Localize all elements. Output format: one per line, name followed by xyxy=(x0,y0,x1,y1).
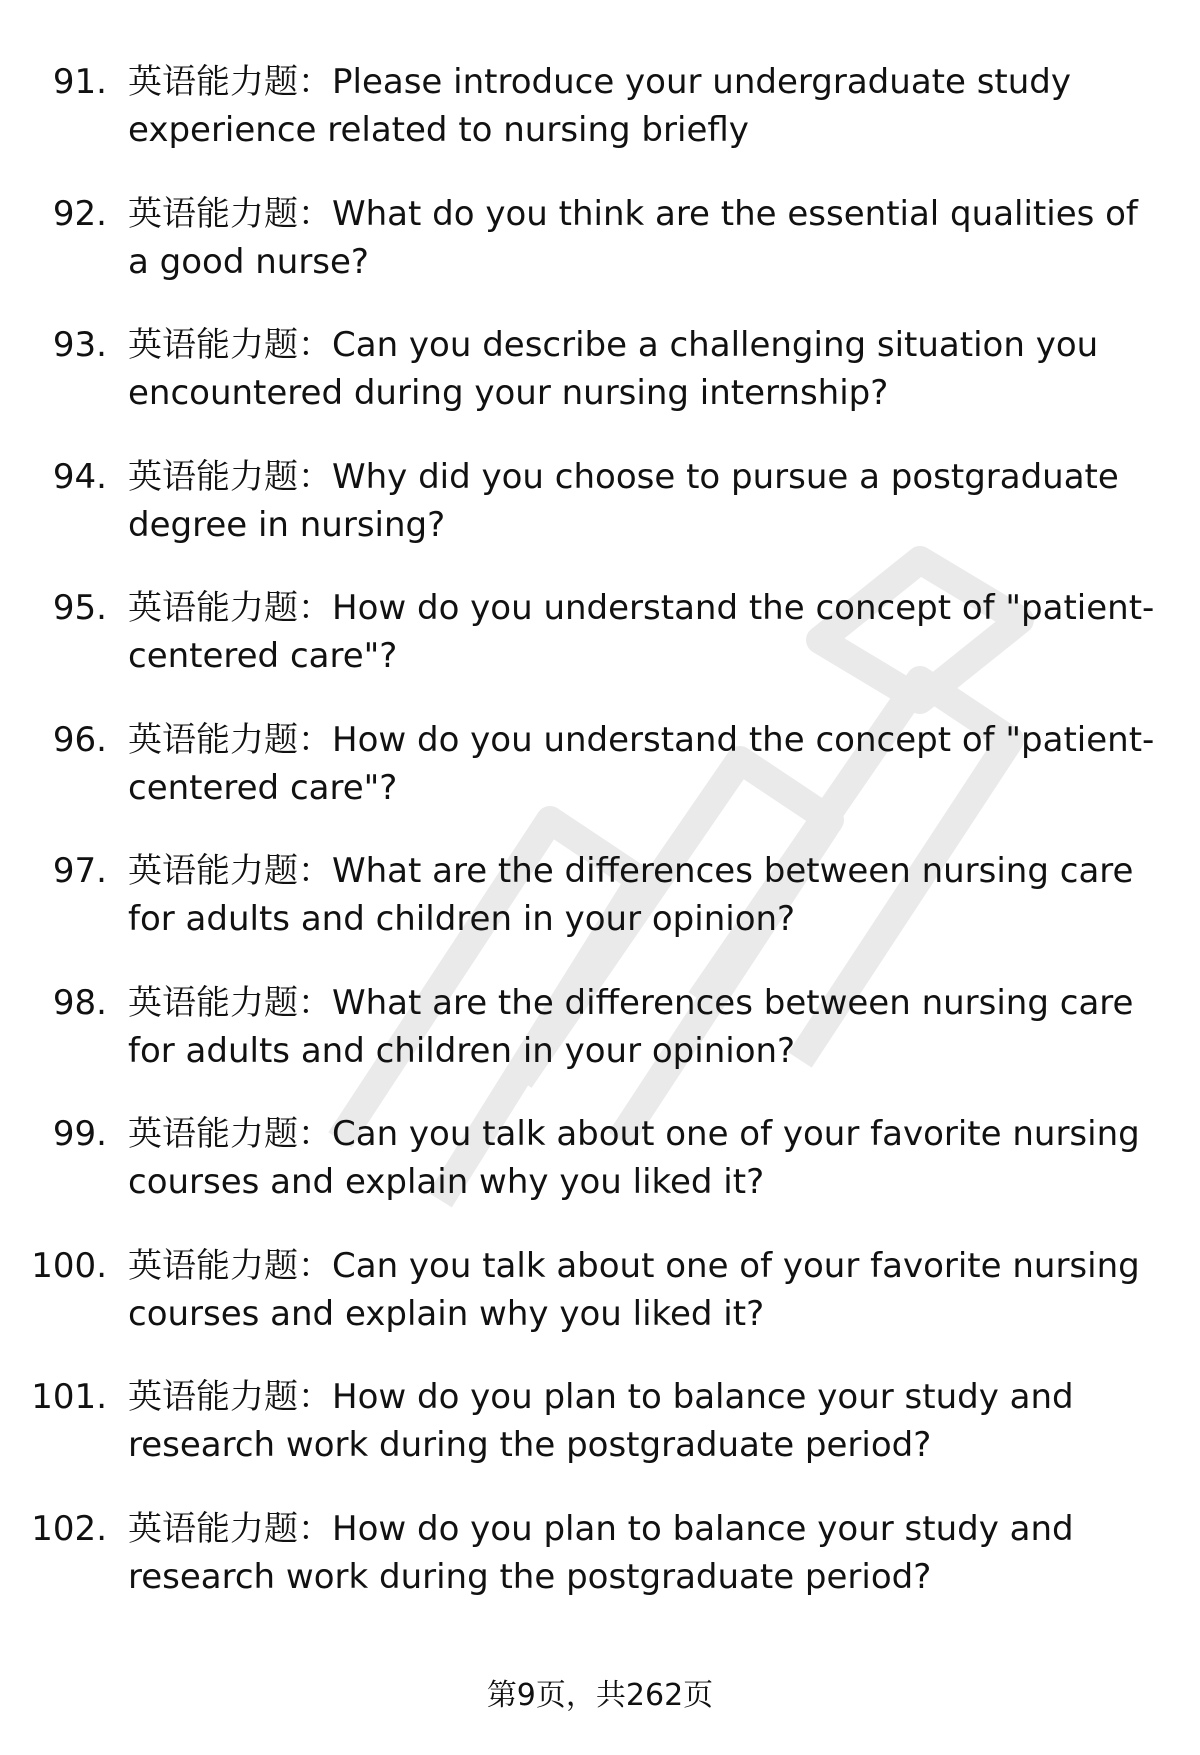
list-item xyxy=(0,716,1200,848)
question-number: 94. xyxy=(52,456,107,497)
question-prefix: 英语能力题： xyxy=(128,1508,332,1549)
question-content: Can you talk about one of your favorite nursing courses and explain why you liked it? xyxy=(128,1245,1140,1334)
question-text xyxy=(128,979,1168,1075)
list-item xyxy=(0,190,1200,322)
question-number: 96. xyxy=(52,719,107,760)
question-text xyxy=(128,847,1168,943)
question-number: 100. xyxy=(31,1245,107,1286)
question-text xyxy=(128,716,1168,812)
question-prefix: 英语能力题： xyxy=(128,588,332,628)
question-prefix: 英语能力题： xyxy=(128,851,332,891)
question-prefix: 英语能力题： xyxy=(128,1245,332,1286)
list-item xyxy=(0,453,1200,585)
question-text xyxy=(128,1110,1168,1206)
list-item xyxy=(0,321,1200,453)
question-text xyxy=(128,1242,1168,1338)
question-content: Can you talk about one of your favorite nursing courses and explain why you liked it? xyxy=(128,1114,1140,1202)
question-number: 99. xyxy=(52,1114,107,1154)
question-content: How do you plan to balance your study and research work during the postgraduate period? xyxy=(128,1377,1074,1465)
page-number-label: 第9页，共262页 xyxy=(486,1678,714,1713)
list-item xyxy=(0,584,1200,716)
question-number: 101. xyxy=(31,1377,107,1417)
question-number: 98. xyxy=(52,982,107,1023)
question-number: 91. xyxy=(52,62,107,102)
question-number: 93. xyxy=(52,325,107,365)
question-text xyxy=(128,453,1168,549)
question-content: What are the differences between nursing care for adults and children in your opinion? xyxy=(128,851,1134,939)
list-item xyxy=(0,58,1200,190)
list-item xyxy=(0,1110,1200,1242)
question-prefix: 英语能力题： xyxy=(128,62,332,102)
question-prefix: 英语能力题： xyxy=(128,982,332,1023)
question-text xyxy=(128,190,1168,286)
question-content: What are the differences between nursing care for adults and children in your opinion? xyxy=(128,982,1134,1071)
question-text xyxy=(128,1505,1168,1601)
question-number: 97. xyxy=(52,851,107,891)
page-footer xyxy=(0,1676,1200,1716)
question-number: 102. xyxy=(31,1508,107,1549)
question-prefix: 英语能力题： xyxy=(128,1377,332,1417)
question-content: What do you think are the essential qualities of a good nurse? xyxy=(128,193,1138,282)
question-number: 95. xyxy=(52,588,107,628)
question-text xyxy=(128,58,1168,154)
question-content: How do you plan to balance your study and research work during the postgraduate period? xyxy=(128,1508,1074,1597)
question-content: Please introduce your undergraduate study experience related to nursing briefly xyxy=(128,62,1072,150)
question-number: 92. xyxy=(52,193,107,234)
question-text xyxy=(128,1373,1168,1469)
list-item xyxy=(0,1242,1200,1374)
list-item xyxy=(0,979,1200,1111)
question-prefix: 英语能力题： xyxy=(128,1114,332,1154)
question-prefix: 英语能力题： xyxy=(128,719,332,760)
question-content: Why did you choose to pursue a postgraduate degree in nursing? xyxy=(128,456,1119,545)
list-item xyxy=(0,1373,1200,1505)
question-list xyxy=(0,58,1200,1636)
list-item xyxy=(0,1505,1200,1637)
question-prefix: 英语能力题： xyxy=(128,456,332,497)
question-content: How do you understand the concept of "patient-centered care"? xyxy=(128,719,1155,808)
question-prefix: 英语能力题： xyxy=(128,325,332,365)
question-text xyxy=(128,321,1168,417)
question-content: How do you understand the concept of "patient-centered care"? xyxy=(128,588,1155,676)
question-text xyxy=(128,584,1168,680)
question-prefix: 英语能力题： xyxy=(128,193,332,234)
list-item xyxy=(0,847,1200,979)
question-content: Can you describe a challenging situation you encountered during your nursing internship? xyxy=(128,325,1099,413)
